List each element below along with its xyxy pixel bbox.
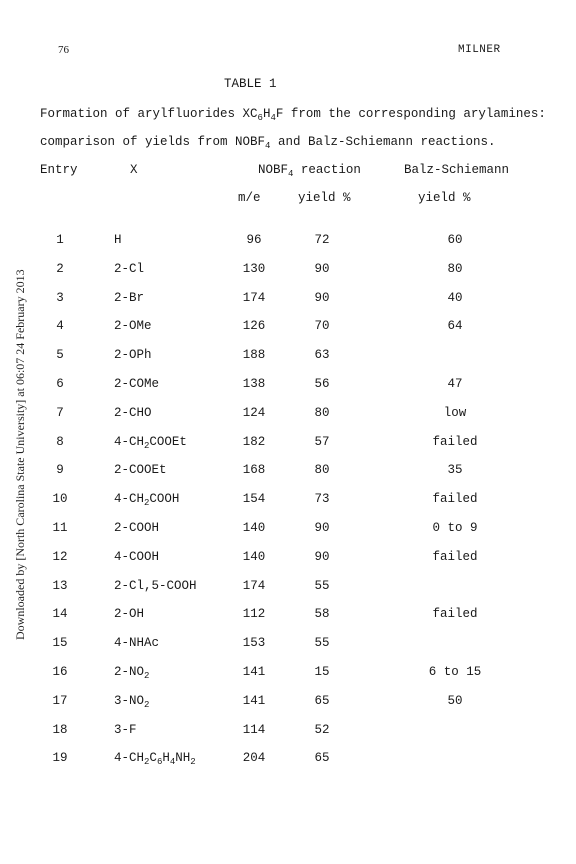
- entry-cell: 5: [56, 348, 64, 363]
- header-balz-schiemann: Balz-Schiemann: [404, 163, 510, 177]
- mass-cell: 168: [242, 463, 266, 478]
- nobf4-yield-cell: 65: [314, 751, 330, 766]
- nobf4-yield-cell: 55: [314, 578, 330, 593]
- mass-cell: 153: [242, 636, 266, 651]
- header-entry: Entry: [40, 163, 78, 177]
- bs-yield-cell: 6 to 15: [428, 665, 482, 679]
- substituent-cell: $4-CH_2COOH$: [114, 492, 180, 509]
- mass-cell: 138: [242, 377, 266, 391]
- nobf4-yield-cell: 63: [314, 348, 330, 363]
- bs-yield-cell: failed: [432, 607, 478, 622]
- download-watermark: Downloaded by [North Carolina State University] at 06:07 24 February 2013: [13, 269, 27, 640]
- table-row: [0, 723, 576, 743]
- bs-yield-cell: 47: [447, 377, 463, 391]
- entry-cell: 15: [52, 636, 68, 651]
- table-caption-line-1: Formation of arylfluorides $XC_6H_4F$ from the corresponding arylamines:: [40, 107, 546, 123]
- entry-cell: 14: [52, 607, 68, 622]
- mass-cell: 114: [242, 722, 266, 737]
- header-x: X: [130, 163, 138, 177]
- nobf4-yield-cell: 90: [314, 549, 330, 564]
- mass-cell: 204: [242, 751, 266, 766]
- mass-cell: 96: [246, 233, 262, 247]
- header-mass: m/e: [238, 191, 261, 205]
- bs-yield-cell: failed: [432, 549, 478, 564]
- substituent-cell: $4-CH_2C_6H_4NH_2$: [114, 751, 196, 768]
- nobf4-yield-cell: 80: [314, 405, 330, 420]
- entry-cell: 12: [52, 549, 68, 564]
- nobf4-yield-cell: 65: [314, 693, 330, 708]
- table-row: [0, 435, 576, 455]
- substituent-cell: 4-NHAc: [114, 636, 160, 651]
- substituent-cell: 2-Cl,5-COOH: [114, 578, 197, 593]
- mass-cell: 140: [242, 549, 266, 564]
- table-row: [0, 348, 576, 368]
- bs-yield-cell: 35: [447, 463, 463, 478]
- nobf4-yield-cell: 55: [314, 636, 330, 651]
- table-row: [0, 521, 576, 541]
- table-row: [0, 406, 576, 426]
- substituent-cell: 2-Cl: [114, 261, 145, 276]
- bs-yield-cell: failed: [432, 434, 478, 449]
- entry-cell: 11: [52, 521, 68, 535]
- substituent-cell: H: [114, 233, 122, 247]
- nobf4-yield-cell: 80: [314, 463, 330, 478]
- table-row: [0, 665, 576, 685]
- bs-yield-cell: 50: [447, 693, 463, 708]
- nobf4-yield-cell: 90: [314, 290, 330, 305]
- table-caption-line-2: comparison of yields from $NOBF_4$ and Balz-Schiemann reactions.: [40, 135, 496, 151]
- substituent-cell: 2-COMe: [114, 377, 160, 391]
- substituent-cell: 2-Br: [114, 290, 145, 305]
- nobf4-yield-cell: 58: [314, 607, 330, 622]
- substituent-cell: 2-OH: [114, 607, 145, 622]
- mass-cell: 126: [242, 319, 266, 334]
- mass-cell: 174: [242, 290, 266, 305]
- table-title: TABLE 1: [224, 77, 277, 91]
- mass-cell: 154: [242, 492, 266, 507]
- mass-cell: 124: [242, 405, 266, 420]
- nobf4-yield-cell: 90: [314, 261, 330, 276]
- entry-cell: 9: [56, 463, 64, 478]
- nobf4-yield-cell: 15: [314, 665, 330, 679]
- substituent-cell: 4-COOH: [114, 549, 160, 564]
- nobf4-yield-cell: 72: [314, 233, 330, 247]
- table-row: [0, 262, 576, 282]
- substituent-cell: 2-COOH: [114, 521, 160, 535]
- table-row: [0, 463, 576, 483]
- nobf4-yield-cell: 90: [314, 521, 330, 535]
- table-row: [0, 751, 576, 771]
- table-row: [0, 607, 576, 627]
- bs-yield-cell: 40: [447, 290, 463, 305]
- entry-cell: 6: [56, 377, 64, 391]
- running-head: MILNER: [458, 44, 501, 56]
- entry-cell: 1: [56, 233, 64, 247]
- entry-cell: 18: [52, 722, 68, 737]
- entry-cell: 3: [56, 290, 64, 305]
- mass-cell: 174: [242, 578, 266, 593]
- entry-cell: 19: [52, 751, 68, 766]
- header-nobf4-yield: yield %: [298, 191, 351, 205]
- mass-cell: 188: [242, 348, 266, 363]
- table-row: [0, 233, 576, 253]
- table-row: [0, 550, 576, 570]
- mass-cell: 112: [242, 607, 266, 622]
- header-nobf4-reaction: $NOBF_4$ reaction: [258, 163, 361, 179]
- substituent-cell: $3-NO_2$: [114, 693, 150, 710]
- substituent-cell: 3-F: [114, 722, 137, 737]
- entry-cell: 2: [56, 261, 64, 276]
- bs-yield-cell: 60: [447, 233, 463, 247]
- substituent-cell: 2-OPh: [114, 348, 152, 363]
- substituent-cell: $2-NO_2$: [114, 665, 150, 681]
- bs-yield-cell: 64: [447, 319, 463, 334]
- bs-yield-cell: failed: [432, 492, 478, 507]
- table-row: [0, 319, 576, 339]
- entry-cell: 7: [56, 405, 64, 420]
- bs-yield-cell: 0 to 9: [432, 521, 478, 535]
- bs-yield-cell: low: [443, 405, 467, 420]
- table-row: [0, 579, 576, 599]
- entry-cell: 13: [52, 578, 68, 593]
- nobf4-yield-cell: 73: [314, 492, 330, 507]
- page-number: 76: [58, 44, 69, 56]
- entry-cell: 16: [52, 665, 68, 679]
- nobf4-yield-cell: 57: [314, 434, 330, 449]
- nobf4-yield-cell: 52: [314, 722, 330, 737]
- table-row: [0, 291, 576, 311]
- entry-cell: 4: [56, 319, 64, 334]
- substituent-cell: 2-COOEt: [114, 463, 167, 478]
- substituent-cell: $4-CH_2COOEt$: [114, 434, 187, 451]
- entry-cell: 10: [52, 492, 68, 507]
- table-row: [0, 636, 576, 656]
- mass-cell: 141: [242, 665, 266, 679]
- entry-cell: 8: [56, 434, 64, 449]
- entry-cell: 17: [52, 693, 68, 708]
- mass-cell: 141: [242, 693, 266, 708]
- nobf4-yield-cell: 70: [314, 319, 330, 334]
- mass-cell: 182: [242, 434, 266, 449]
- nobf4-yield-cell: 56: [314, 377, 330, 391]
- substituent-cell: 2-CHO: [114, 405, 152, 420]
- table-row: [0, 377, 576, 397]
- substituent-cell: 2-OMe: [114, 319, 152, 334]
- mass-cell: 130: [242, 261, 266, 276]
- table-row: [0, 694, 576, 714]
- table-row: [0, 492, 576, 512]
- mass-cell: 140: [242, 521, 266, 535]
- bs-yield-cell: 80: [447, 261, 463, 276]
- header-bs-yield: yield %: [418, 191, 471, 205]
